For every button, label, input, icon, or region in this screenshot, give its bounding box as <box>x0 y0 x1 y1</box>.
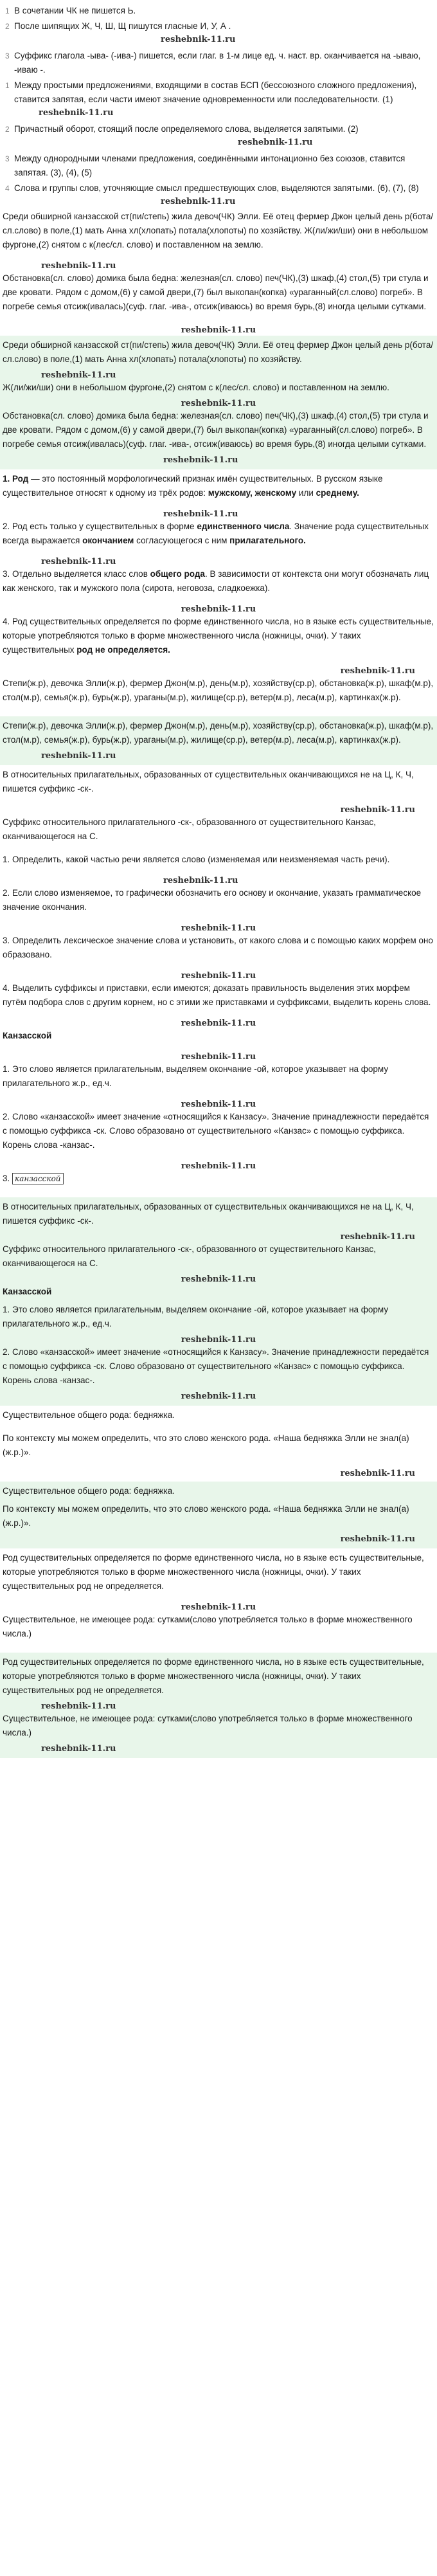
parse-step-3: 3. Определить лексическое значение слова и установить, от какого слова и с помощью каких морфем оно образовано. <box>3 936 433 959</box>
spelling-rules-list <box>0 0 437 33</box>
watermark: reshebnik-11.ru <box>181 1100 256 1109</box>
analysis-paragraph-2: Обстановка(сл. слово) домика была бедна: железная(сл. слово) печ(ЧК),(3) шкаф,(4) стол,(5) три стула и две кровати. Рядом с домом,(6) у самой двери,(7) был выкопан(копка) «ураганный(сл.слово) погреб». В погребе семья отсиж(ивалась)(суф. глаг. -ива-, отсиж(иваюсь) во время бурь,(8) иногда целыми сутками. <box>3 273 429 311</box>
watermark: reshebnik-11.ru <box>41 1744 116 1754</box>
rule-item: 3 Между однородными членами предложения, соединёнными интонационно без союзов, ставится запятая. (3), (4), (5) <box>5 154 406 177</box>
plural-example-green: Существительное, не имеющее рода: сутками(слово употребляется только в форме множественного числа.) <box>3 1714 413 1737</box>
theory-common-gender: 3. Отдельно выделяется класс слов общего рода. В зависимости от контекста они могут обозначать лиц как женского, так и мужского пола (сирота, неговоза, сладкоежка). <box>3 569 429 593</box>
nouns-gender-green: Степи(ж.р), девочка Элли(ж.р), фермер Джон(м.р), день(м.р), хозяйству(ср.р), обстановка(ж.р), шкаф(м.р), стол(м.р), семья(ж.р), бурь(ж.р), ураганы(м.р), жилище(ср.р), ветер(м.р), леса(м.р), картинках(ж.р). <box>3 721 434 745</box>
text-analysis-plain <box>0 207 437 325</box>
rule-item: 1 Между простыми предложениями, входящими в состав БСП (бессоюзного сложного предложения), ставится запятая, если части имеют значение одновременности или последовательности. (1) <box>5 80 417 104</box>
watermark: reshebnik-11.ru <box>41 370 116 380</box>
common-gender-context: По контексту мы можем определить, что это слово женского рода. «Наша бедняжка Элли не знал(а)(ж.р.)». <box>3 1433 409 1457</box>
watermark: reshebnik-11.ru <box>238 138 313 147</box>
rule-item: 4 Слова и группы слов, уточняющие смысл предшествующих слов, выделяются запятыми. (6), (7), (8) <box>5 183 419 193</box>
watermark: reshebnik-11.ru <box>181 1019 256 1028</box>
watermark: reshebnik-11.ru <box>181 399 256 408</box>
kanz-point-2-green: 2. Слово «канзасской» имеет значение «относящийся к Канзасу». Значение принадлежности передаётся с помощью суффикса -ск. Слово образовано от существительного «Канзас» с помощью суффикса. Корень слова -канзас-. <box>3 1347 429 1385</box>
watermark: reshebnik-11.ru <box>181 325 256 335</box>
kanz-point-1: 1. Это слово является прилагательным, выделяем окончание -ой, которое указывает на форму прилагательного ж.р., ед.ч. <box>3 1064 389 1088</box>
analysis-green-3: Обстановка(сл. слово) домика была бедна: железная(сл. слово) печ(ЧК),(3) шкаф,(4) стол,(5) три стула и две кровати. Рядом с домом,(6) у самой двери,(7) был выкопан(копка) «ураганный(сл.слово) погреб». В погребе семья отсиж(ивалась)(суф. глаг. -ива-, отсиж(иваюсь) во время бурь,(8) иногда целыми сутками. <box>3 411 429 449</box>
analysis-paragraph-1: Среди обширной канзасской ст(пи/степь) жила девоч(ЧК) Элли. Её отец фермер Джон целый день р(бота/сл.слово) в поле,(1) мать Анна хл(хлопать) потала(хлопоты) по хозяйству. Ж(ли/жи/ши) они в небольшом фургоне,(2) снятом с к(лес/сл. слово) и поставленном на землю. <box>3 212 434 249</box>
rule-item: 2 Причастный оборот, стоящий после определяемого слова, выделяется запятыми. (2) <box>5 124 359 134</box>
watermark: reshebnik-11.ru <box>161 35 236 44</box>
watermark: reshebnik-11.ru <box>181 1274 256 1284</box>
plural-example: Существительное, не имеющее рода: сутками(слово употребляется только в форме множественного числа.) <box>3 1615 413 1638</box>
watermark: reshebnik-11.ru <box>181 923 256 933</box>
plural-highlighted <box>0 1653 437 1758</box>
nouns-gender-list: Степи(ж.р), девочка Элли(ж.р), фермер Джон(м.р), день(м.р), хозяйству(ср.р), обстановка(ж.р), шкаф(м.р), стол(м.р), семья(ж.р), бурь(ж.р), ураганы(м.р), жилище(ср.р), ветер(м.р), леса(м.р), картинках(ж.р). <box>3 678 434 702</box>
watermark: reshebnik-11.ru <box>161 197 236 206</box>
parse-step-4: 4. Выделить суффиксы и приставки, если имеются; доказать правильность выделения этих морфем путём подбора слов с другим корнем, но с этими же приставками и суффиксами, выделить корень слова. <box>3 983 431 1007</box>
common-gender-highlighted <box>0 1482 437 1548</box>
watermark: reshebnik-11.ru <box>41 751 116 761</box>
parse-step-1: 1. Определить, какой частью речи является слово (изменяемая или неизменяемая часть речи). <box>3 855 390 864</box>
watermark: reshebnik-11.ru <box>163 876 238 885</box>
kanz-point-3: 3. канзасской <box>3 1172 434 1186</box>
text-analysis-highlighted <box>0 336 437 469</box>
theory-gender: 1. Род — это постоянный морфологический признак имён существительных. В русском языке существительное относят к одному из трёх родов: мужскому, женскому или среднему. <box>3 474 383 498</box>
watermark: reshebnik-11.ru <box>340 1232 415 1242</box>
common-gender-green: Существительное общего рода: бедняжка. <box>3 1486 175 1496</box>
watermark: reshebnik-11.ru <box>340 1534 415 1544</box>
common-gender-context-green: По контексту мы можем определить, что это слово женского рода. «Наша бедняжка Элли не знал(а)(ж.р.)». <box>3 1504 409 1528</box>
adjective-rule-2-green: Суффикс относительного прилагательного -ск-, образованного от существительного Канзас, оканчивающегося на С. <box>3 1244 376 1268</box>
plural-rule: Род существительных определяется по форме единственного числа, но в языке есть существительные, которые употребляются только в форме множественного числа (ножницы, очки). У таких существительных род не определяется. <box>3 1553 424 1591</box>
rule-item: 3 Суффикс глагола -ыва- (-ива-) пишется, если глаг. в 1-м лице ед. ч. наст. вр. оканчивается на -ываю, -иваю -. <box>5 51 421 75</box>
kanz-heading-green: Канзасской <box>3 1287 52 1296</box>
adjective-theory <box>0 765 437 1197</box>
watermark: reshebnik-11.ru <box>181 604 256 614</box>
rule-item: 2 После шипящих Ж, Ч, Ш, Щ пишутся гласные И, У, А . <box>5 21 231 31</box>
rule-item: 1 В сочетании ЧК не пишется Ь. <box>5 6 136 15</box>
nouns-gender-highlighted <box>0 716 437 765</box>
watermark: reshebnik-11.ru <box>340 805 415 815</box>
analysis-green-2: Ж(ли/жи/ши) они в небольшом фургоне,(2) снятом с к(лес/сл. слово) и поставленном на землю. <box>3 383 389 392</box>
kanz-heading: Канзасской <box>3 1031 52 1040</box>
watermark: reshebnik-11.ru <box>41 557 116 567</box>
morpheme-parse: канзасской <box>12 1173 63 1184</box>
watermark: reshebnik-11.ru <box>181 1161 256 1171</box>
theory-block <box>0 469 437 716</box>
theory-singular: 2. Род есть только у существительных в форме единственного числа. Значение рода существительных всегда выражается окончанием согласующегося с ним прилагательного. <box>3 522 429 545</box>
adjective-rule: В относительных прилагательных, образованных от существительных оканчивающихся не на Ц, К, Ч, пишется суффикс -ск-. <box>3 770 414 794</box>
punctuation-rules-list-2 <box>0 148 437 195</box>
adjective-highlighted <box>0 1197 437 1406</box>
watermark: reshebnik-11.ru <box>41 261 116 271</box>
common-gender-block <box>0 1406 437 1482</box>
spelling-rules-list-2 <box>0 45 437 107</box>
watermark: reshebnik-11.ru <box>181 1052 256 1062</box>
kanz-point-1-green: 1. Это слово является прилагательным, выделяем окончание -ой, которое указывает на форму прилагательного ж.р., ед.ч. <box>3 1305 389 1329</box>
theory-plural-only: 4. Род существительных определяется по форме единственного числа, но в языке есть существительные, которые употребляются только в форме множественного числа (ножницы, очки). У таких существительных род не определяется. <box>3 617 434 655</box>
watermark: reshebnik-11.ru <box>39 108 114 118</box>
watermark: reshebnik-11.ru <box>41 1701 116 1711</box>
watermark: reshebnik-11.ru <box>163 455 238 465</box>
watermark: reshebnik-11.ru <box>163 509 238 519</box>
plural-block <box>0 1548 437 1653</box>
common-gender: Существительное общего рода: бедняжка. <box>3 1410 175 1420</box>
watermark: reshebnik-11.ru <box>181 1392 256 1401</box>
punctuation-rules-list <box>0 118 437 136</box>
kanz-point-2: 2. Слово «канзасской» имеет значение «относящийся к Канзасу». Значение принадлежности передаётся с помощью суффикса -ск. Слово образовано от существительного «Канзас» с помощью суффикса. Корень слова -канзас-. <box>3 1112 429 1150</box>
watermark: reshebnik-11.ru <box>181 971 256 981</box>
watermark: reshebnik-11.ru <box>340 666 415 676</box>
adjective-rule-green: В относительных прилагательных, образованных от существительных оканчивающихся не на Ц, К, Ч, пишется суффикс -ск-. <box>3 1202 414 1226</box>
watermark: reshebnik-11.ru <box>340 1469 415 1478</box>
adjective-rule-2: Суффикс относительного прилагательного -ск-, образованного от существительного Канзас, оканчивающегося на С. <box>3 817 376 841</box>
watermark: reshebnik-11.ru <box>181 1602 256 1612</box>
parse-step-2: 2. Если слово изменяемое, то графически обозначить его основу и окончание, указать грамматическое значение окончания. <box>3 888 422 912</box>
analysis-green-1: Среди обширной канзасской ст(пи/степь) жила девоч(ЧК) Элли. Её отец фермер Джон целый день р(бота/сл.слово) в поле,(1) мать Анна хл(хлопать) потала(хлопоты) по хозяйству. <box>3 340 434 364</box>
plural-rule-green: Род существительных определяется по форме единственного числа, но в языке есть существительные, которые употребляются только в форме множественного числа (ножницы, очки). У таких существительных род не определяется. <box>3 1657 424 1695</box>
watermark: reshebnik-11.ru <box>181 1335 256 1345</box>
